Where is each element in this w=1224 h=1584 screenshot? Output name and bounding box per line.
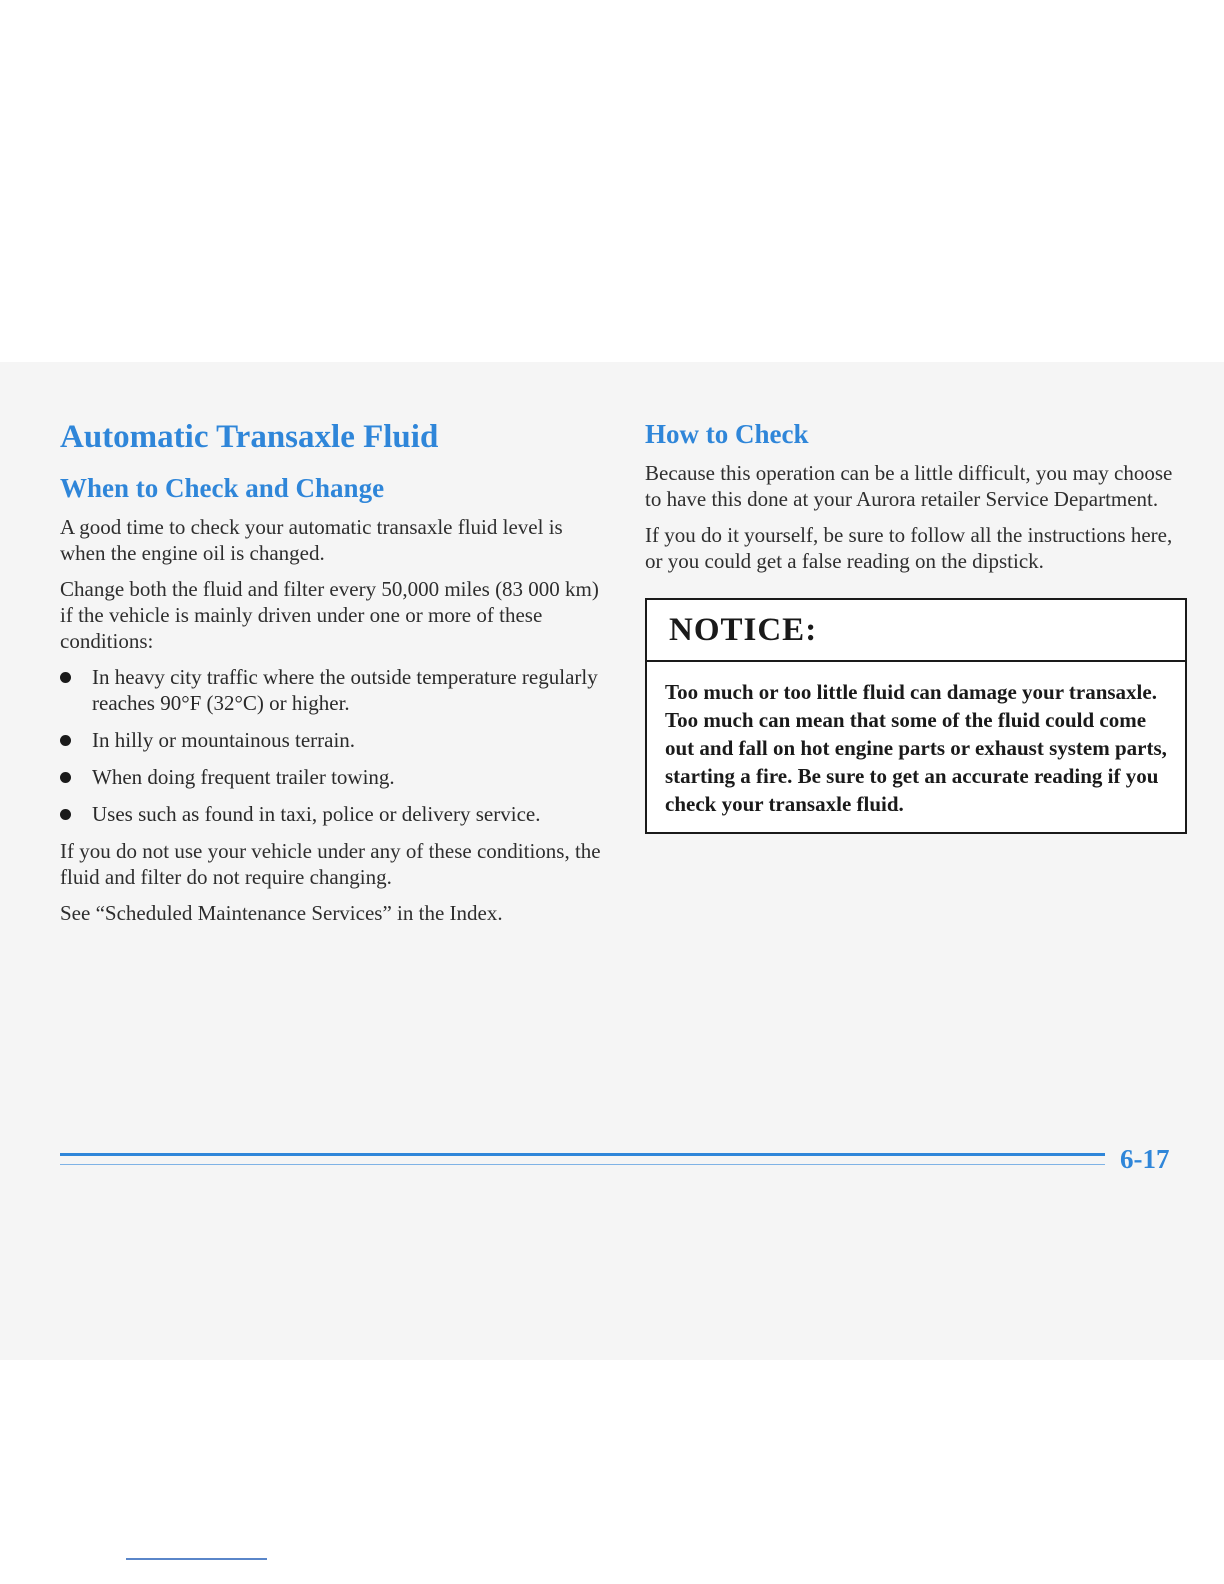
paragraph-index-reference: See “Scheduled Maintenance Services” in the Index. [60,900,503,925]
bottom-divider [126,1558,267,1560]
conditions-list [60,664,605,827]
list-item [60,727,605,753]
list-item [60,801,605,827]
list-item [60,764,605,790]
paragraph-difficulty: Because this operation can be a little difficult, you may choose to have this done at your Aurora retailer Service Department. [645,461,1173,512]
list-item-text: In hilly or mountainous terrain. [92,727,356,752]
notice-header [647,600,1185,662]
right-column [645,418,1190,834]
bullet-icon [60,809,71,820]
footer-rule-thin [60,1164,1105,1165]
bullet-icon [60,772,71,783]
left-column [60,418,605,926]
paragraph-check-time: A good time to check your automatic transaxle fluid level is when the engine oil is changed. [60,514,563,565]
notice-box [645,598,1187,834]
footer-rule [60,1153,1105,1156]
list-item-text: When doing frequent trailer towing. [92,764,395,789]
list-item [60,664,605,716]
list-item-text: Uses such as found in taxi, police or delivery service. [92,801,541,826]
notice-text: Too much or too little fluid can damage your transaxle. Too much can mean that some of the fluid could come out and fall on hot engine parts or exhaust system parts, starting a fire. Be sure to get an accurate reading if you check your transaxle fluid. [665,680,1167,817]
paragraph-instructions: If you do it yourself, be sure to follow all the instructions here, or you could get a false reading on the dipstick. [645,523,1173,574]
paragraph-change-interval: Change both the fluid and filter every 50,000 miles (83 000 km) if the vehicle is mainly driven under one or more of these conditions: [60,576,599,653]
section-heading-how: How to Check [645,419,809,449]
section-heading-when: When to Check and Change [60,472,385,503]
page-number: 6-17 [1120,1144,1170,1174]
bullet-icon [60,735,71,746]
paragraph-no-change: If you do not use your vehicle under any of these conditions, the fluid and filter do not require changing. [60,838,601,889]
list-item-text: In heavy city traffic where the outside temperature regularly reaches 90°F (32°C) or higher. [92,664,598,715]
notice-title: NOTICE: [669,611,818,648]
page-title: Automatic Transaxle Fluid [60,419,439,455]
bullet-icon [60,672,71,683]
